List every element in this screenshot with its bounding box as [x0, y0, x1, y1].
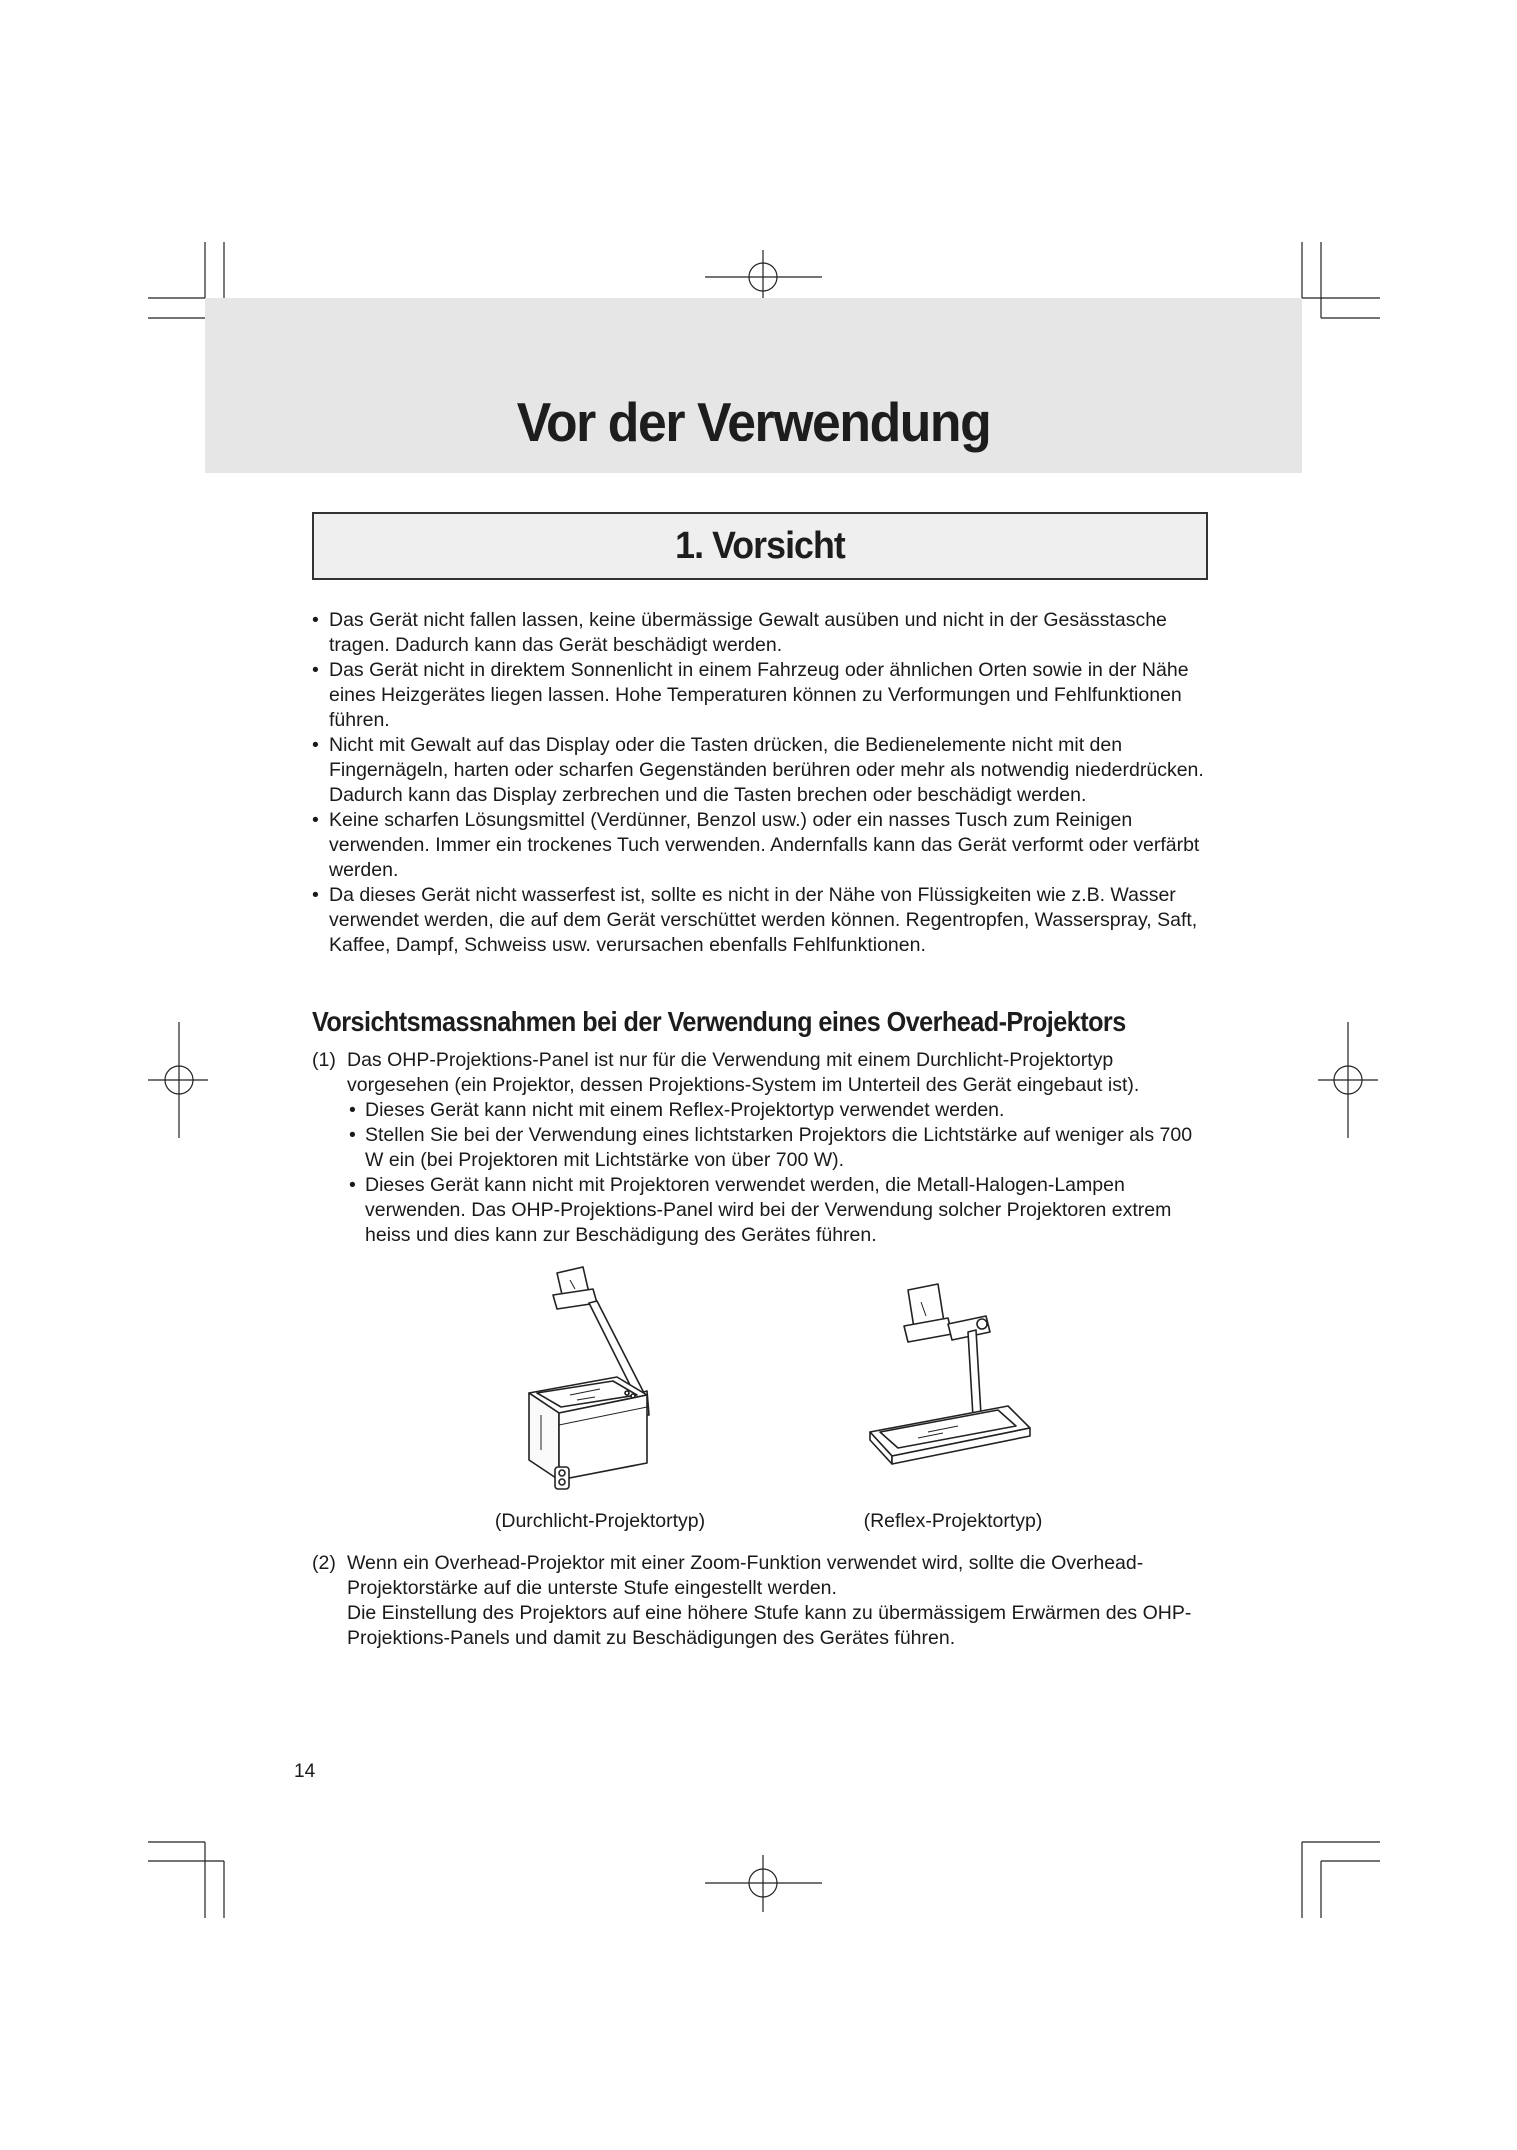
item-text-continued: Die Einstellung des Projektors auf eine höhere Stufe kann zu übermässigem Erwärmen des OHP-Projektions-Panels und damit zu Beschädigungen des Gerätes führen. — [347, 1602, 1192, 1649]
caution-item: • Das Gerät nicht fallen lassen, keine übermässige Gewalt ausüben und nicht in der Gesässtasche tragen. Dadurch kann das Gerät beschädigt werden. — [312, 608, 1212, 658]
ohp-precautions-heading: Vorsichtsmassnahmen bei der Verwendung eines Overhead-Projektors — [312, 1006, 1126, 1037]
sub-bullet-item: • Dieses Gerät kann nicht mit Projektoren verwendet werden, die Metall-Halogen-Lampen verwenden. Das OHP-Projektions-Panel wird bei der Verwendung solcher Projektoren extrem heiss und dies kann zur Beschädigung des Gerätes führen. — [347, 1173, 1212, 1248]
caution-item: • Da dieses Gerät nicht wasserfest ist, sollte es nicht in der Nähe von Flüssigkeiten wie z.B. Wasser verwendet werden, die auf dem Gerät verschüttet werden können. Regentropfen, Wasserspray, Saft, Kaffee, Dampf, Schweiss usw. verursachen ebenfalls Fehlfunktionen. — [312, 883, 1212, 958]
section-title: 1. Vorsicht — [675, 525, 845, 567]
section-heading-box — [312, 512, 1208, 580]
item-sub-bullets — [347, 1098, 1212, 1248]
page-title: Vor der Verwendung — [516, 391, 991, 453]
caution-item: • Nicht mit Gewalt auf das Display oder die Tasten drücken, die Bedienelemente nicht mit den Fingernägeln, harten oder scharfen Gegenständen berühren oder mehr als notwendig niederdrücken. Dadurch kann das Display zerbrechen und die Tasten brechen oder beschädigt werden. — [312, 733, 1212, 808]
caption-reflex: (Reflex-Projektortyp) — [863, 1510, 1043, 1532]
title-band — [205, 298, 1302, 473]
reflex-projector-illustration — [858, 1282, 1038, 1482]
item-number: (2) — [312, 1552, 336, 1574]
caution-item: • Das Gerät nicht in direktem Sonnenlicht in einem Fahrzeug oder ähnlichen Orten sowie in der Nähe eines Heizgerätes liegen lassen. Hohe Temperaturen können zu Verformungen und Fehlfunktionen führen. — [312, 658, 1212, 733]
sub-bullet-item: • Dieses Gerät kann nicht mit einem Reflex-Projektortyp verwendet werden. — [347, 1098, 1212, 1123]
numbered-item-1 — [312, 1048, 1212, 1248]
transmissive-projector-illustration — [515, 1265, 655, 1495]
item-text: Wenn ein Overhead-Projektor mit einer Zoom-Funktion verwendet wird, sollte die Overhead-Projektorstärke auf die unterste Stufe eingestellt werden. — [347, 1552, 1144, 1599]
caption-transmissive: (Durchlicht-Projektortyp) — [494, 1510, 706, 1532]
item-number: (1) — [312, 1049, 336, 1071]
page-number: 14 — [294, 1761, 316, 1782]
numbered-item-2 — [312, 1551, 1212, 1651]
item-text: Das OHP-Projektions-Panel ist nur für die Verwendung mit einem Durchlicht-Projektortyp vorgesehen (ein Projektor, dessen Projektions-System im Unterteil des Gerät eingebaut ist). — [347, 1049, 1140, 1096]
sub-bullet-item: • Stellen Sie bei der Verwendung eines lichtstarken Projektors die Lichtstärke auf weniger als 700 W ein (bei Projektoren mit Lichtstärke von über 700 W). — [347, 1123, 1212, 1173]
caution-list — [312, 608, 1212, 958]
caution-item: • Keine scharfen Lösungsmittel (Verdünner, Benzol usw.) oder ein nasses Tusch zum Reinigen verwenden. Immer ein trockenes Tuch verwenden. Andernfalls kann das Gerät verformt oder verfärbt werden. — [312, 808, 1212, 883]
